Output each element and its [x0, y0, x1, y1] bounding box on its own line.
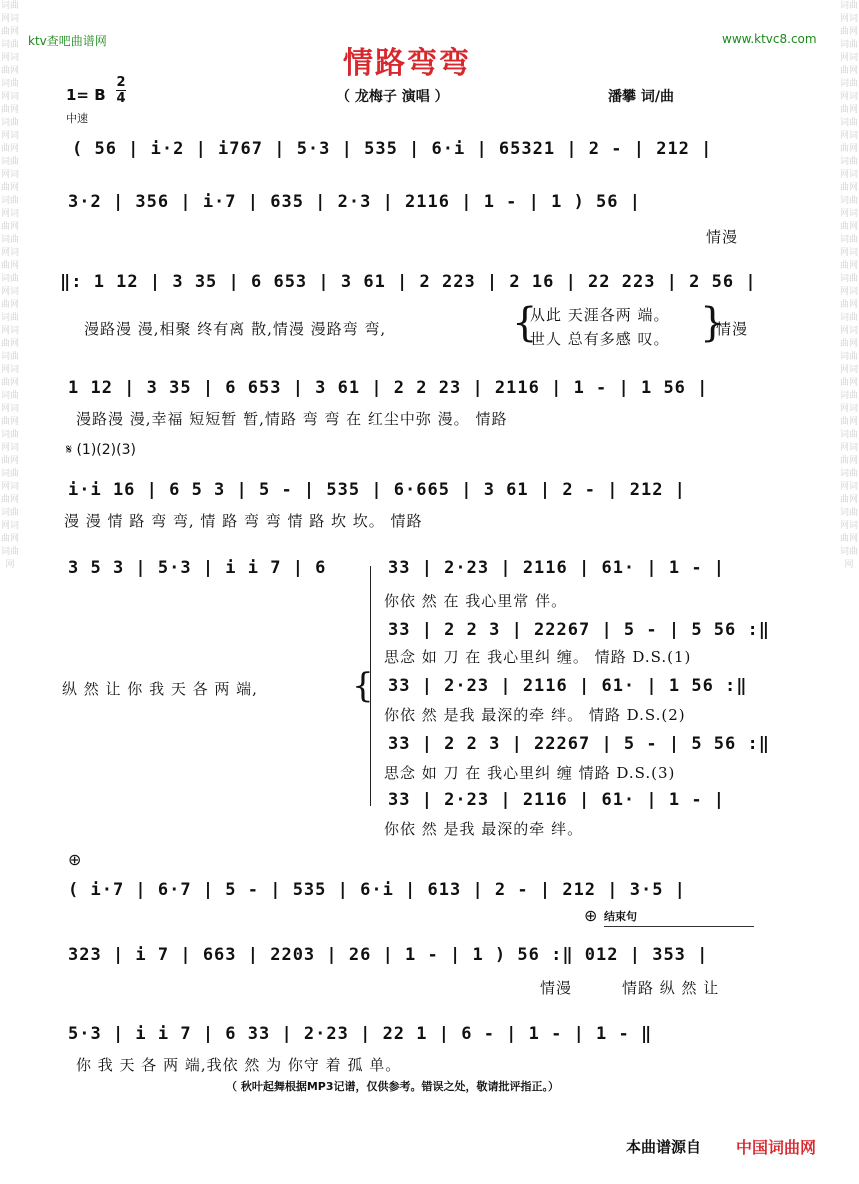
lyrics-line-3-end: 情漫 — [716, 320, 749, 338]
volta-4-notes: 33 | 2 2 3 | 22267 | 5 - | 5 56 :‖ — [388, 734, 770, 754]
score-line-1: ( 56 | i·2 | i767 | 5·3 | 535 | 6·i | 65321 | 2 - | 212 | — [72, 139, 713, 159]
source-site-link[interactable]: 中国词曲网 — [736, 1138, 817, 1157]
score-line-3: ‖: 1 12 | 3 35 | 6 653 | 3 61 | 2 223 | 2 16 | 22 223 | 2 56 | — [60, 272, 757, 292]
volta-1-lyrics: 你依 然 在 我心里常 伴。 — [384, 592, 568, 610]
transcription-note: （ 秋叶起舞根据MP3记谱，仅供参考。错误之处，敬请批评指正。） — [226, 1080, 559, 1093]
score-line-9: 5·3 | i i 7 | 6 33 | 2·23 | 22 1 | 6 - | 1 - | 1 - ‖ — [68, 1024, 653, 1044]
volta-2-lyrics: 思念 如 刀 在 我心里纠 缠。 情路 D.S.(1) — [384, 648, 692, 666]
key-signature: 1= B — [66, 86, 106, 104]
lyrics-line-4: 漫路漫 漫,幸福 短短暂 暂,情路 弯 弯 在 红尘中弥 漫。 情路 — [76, 410, 508, 428]
composer: 潘攀 词/曲 — [608, 89, 674, 105]
time-sig-bottom: 4 — [116, 91, 126, 106]
time-sig-top: 2 — [116, 75, 126, 90]
tempo-marking: 中速 — [66, 112, 88, 125]
watermark-right: 词曲网词曲网词曲网词曲网词曲网词曲网词曲网词曲网词曲网词曲网词曲网词曲网词曲网词曲网词曲网词曲网词曲网词曲网词曲网词曲网词曲网词曲网词曲网词曲网词曲网词曲网词曲网词曲网词曲网 — [839, 1, 858, 570]
lyrics-line-8b: 情路 纵 然 让 — [622, 979, 720, 997]
song-title: 情路弯弯 — [343, 46, 471, 81]
volta-3-notes: 33 | 2·23 | 2116 | 61· | 1 56 :‖ — [388, 676, 748, 696]
volta-2-notes: 33 | 2 2 3 | 22267 | 5 - | 5 56 :‖ — [388, 620, 770, 640]
brace-left: { — [512, 300, 538, 346]
score-line-8: 323 | i 7 | 663 | 2203 | 26 | 1 - | 1 ) 56 :‖ 012 | 353 | — [68, 945, 709, 965]
lyrics-line-5: 漫 漫 情 路 弯 弯, 情 路 弯 弯 情 路 坎 坎。 情路 — [64, 512, 423, 530]
performer: （ 龙梅子 演唱 ） — [336, 89, 449, 105]
volta-5-notes: 33 | 2·23 | 2116 | 61· | 1 - | — [388, 790, 726, 810]
volta-3-lyrics: 你依 然 是我 最深的牵 绊。 情路 D.S.(2) — [384, 706, 686, 724]
end-section-label: 结束句 — [604, 910, 637, 923]
lyrics-line-9: 你 我 天 各 两 端,我依 然 为 你守 着 孤 单。 — [76, 1056, 402, 1074]
lyrics-line-3-alt2: 世人 总有多感 叹。 — [530, 330, 670, 348]
lyrics-line-3-alt1: 从此 天涯各两 端。 — [530, 306, 670, 324]
score-line-2: 3·2 | 356 | i·7 | 635 | 2·3 | 2116 | 1 - | 1 ) 56 | — [68, 192, 641, 212]
site-url-right[interactable]: www.ktvc8.com — [722, 32, 817, 46]
end-coda-mark: ⊕ — [584, 906, 598, 925]
time-signature — [116, 75, 126, 106]
brace-right: } — [700, 300, 726, 346]
lyrics-line-2: 情漫 — [706, 228, 739, 246]
source-label: 本曲谱源自 — [626, 1138, 702, 1156]
volta-brace-tip: { — [352, 666, 374, 706]
lyrics-line-3: 漫路漫 漫,相聚 终有离 散,情漫 漫路弯 弯, — [84, 320, 387, 338]
site-name-left[interactable]: ktv查吧曲谱网 — [28, 34, 107, 48]
lyrics-line-6: 纵 然 让 你 我 天 各 两 端, — [62, 680, 258, 698]
score-line-5: i·i 16 | 6 5 3 | 5 - | 535 | 6·665 | 3 61 | 2 - | 212 | — [68, 480, 686, 500]
volta-5-lyrics: 你依 然 是我 最深的牵 绊。 — [384, 820, 584, 838]
volta-4-lyrics: 思念 如 刀 在 我心里纠 缠 情路 D.S.(3) — [384, 764, 676, 782]
score-line-4: 1 12 | 3 35 | 6 653 | 3 61 | 2 2 23 | 2116 | 1 - | 1 56 | — [68, 378, 709, 398]
segno-mark: 𝄋 (1)(2)(3) — [66, 442, 136, 458]
end-section-line — [604, 926, 754, 927]
score-line-6: 3 5 3 | 5·3 | i i 7 | 6 — [68, 558, 327, 578]
watermark-left: 词曲网词曲网词曲网词曲网词曲网词曲网词曲网词曲网词曲网词曲网词曲网词曲网词曲网词曲网词曲网词曲网词曲网词曲网词曲网词曲网词曲网词曲网词曲网词曲网词曲网词曲网词曲网词曲网词曲网 — [0, 1, 19, 570]
coda-mark: ⊕ — [68, 850, 82, 869]
lyrics-line-8a: 情漫 — [540, 979, 573, 997]
score-line-7: ( i·7 | 6·7 | 5 - | 535 | 6·i | 613 | 2 - | 212 | 3·5 | — [68, 880, 686, 900]
volta-1-notes: 33 | 2·23 | 2116 | 61· | 1 - | — [388, 558, 726, 578]
